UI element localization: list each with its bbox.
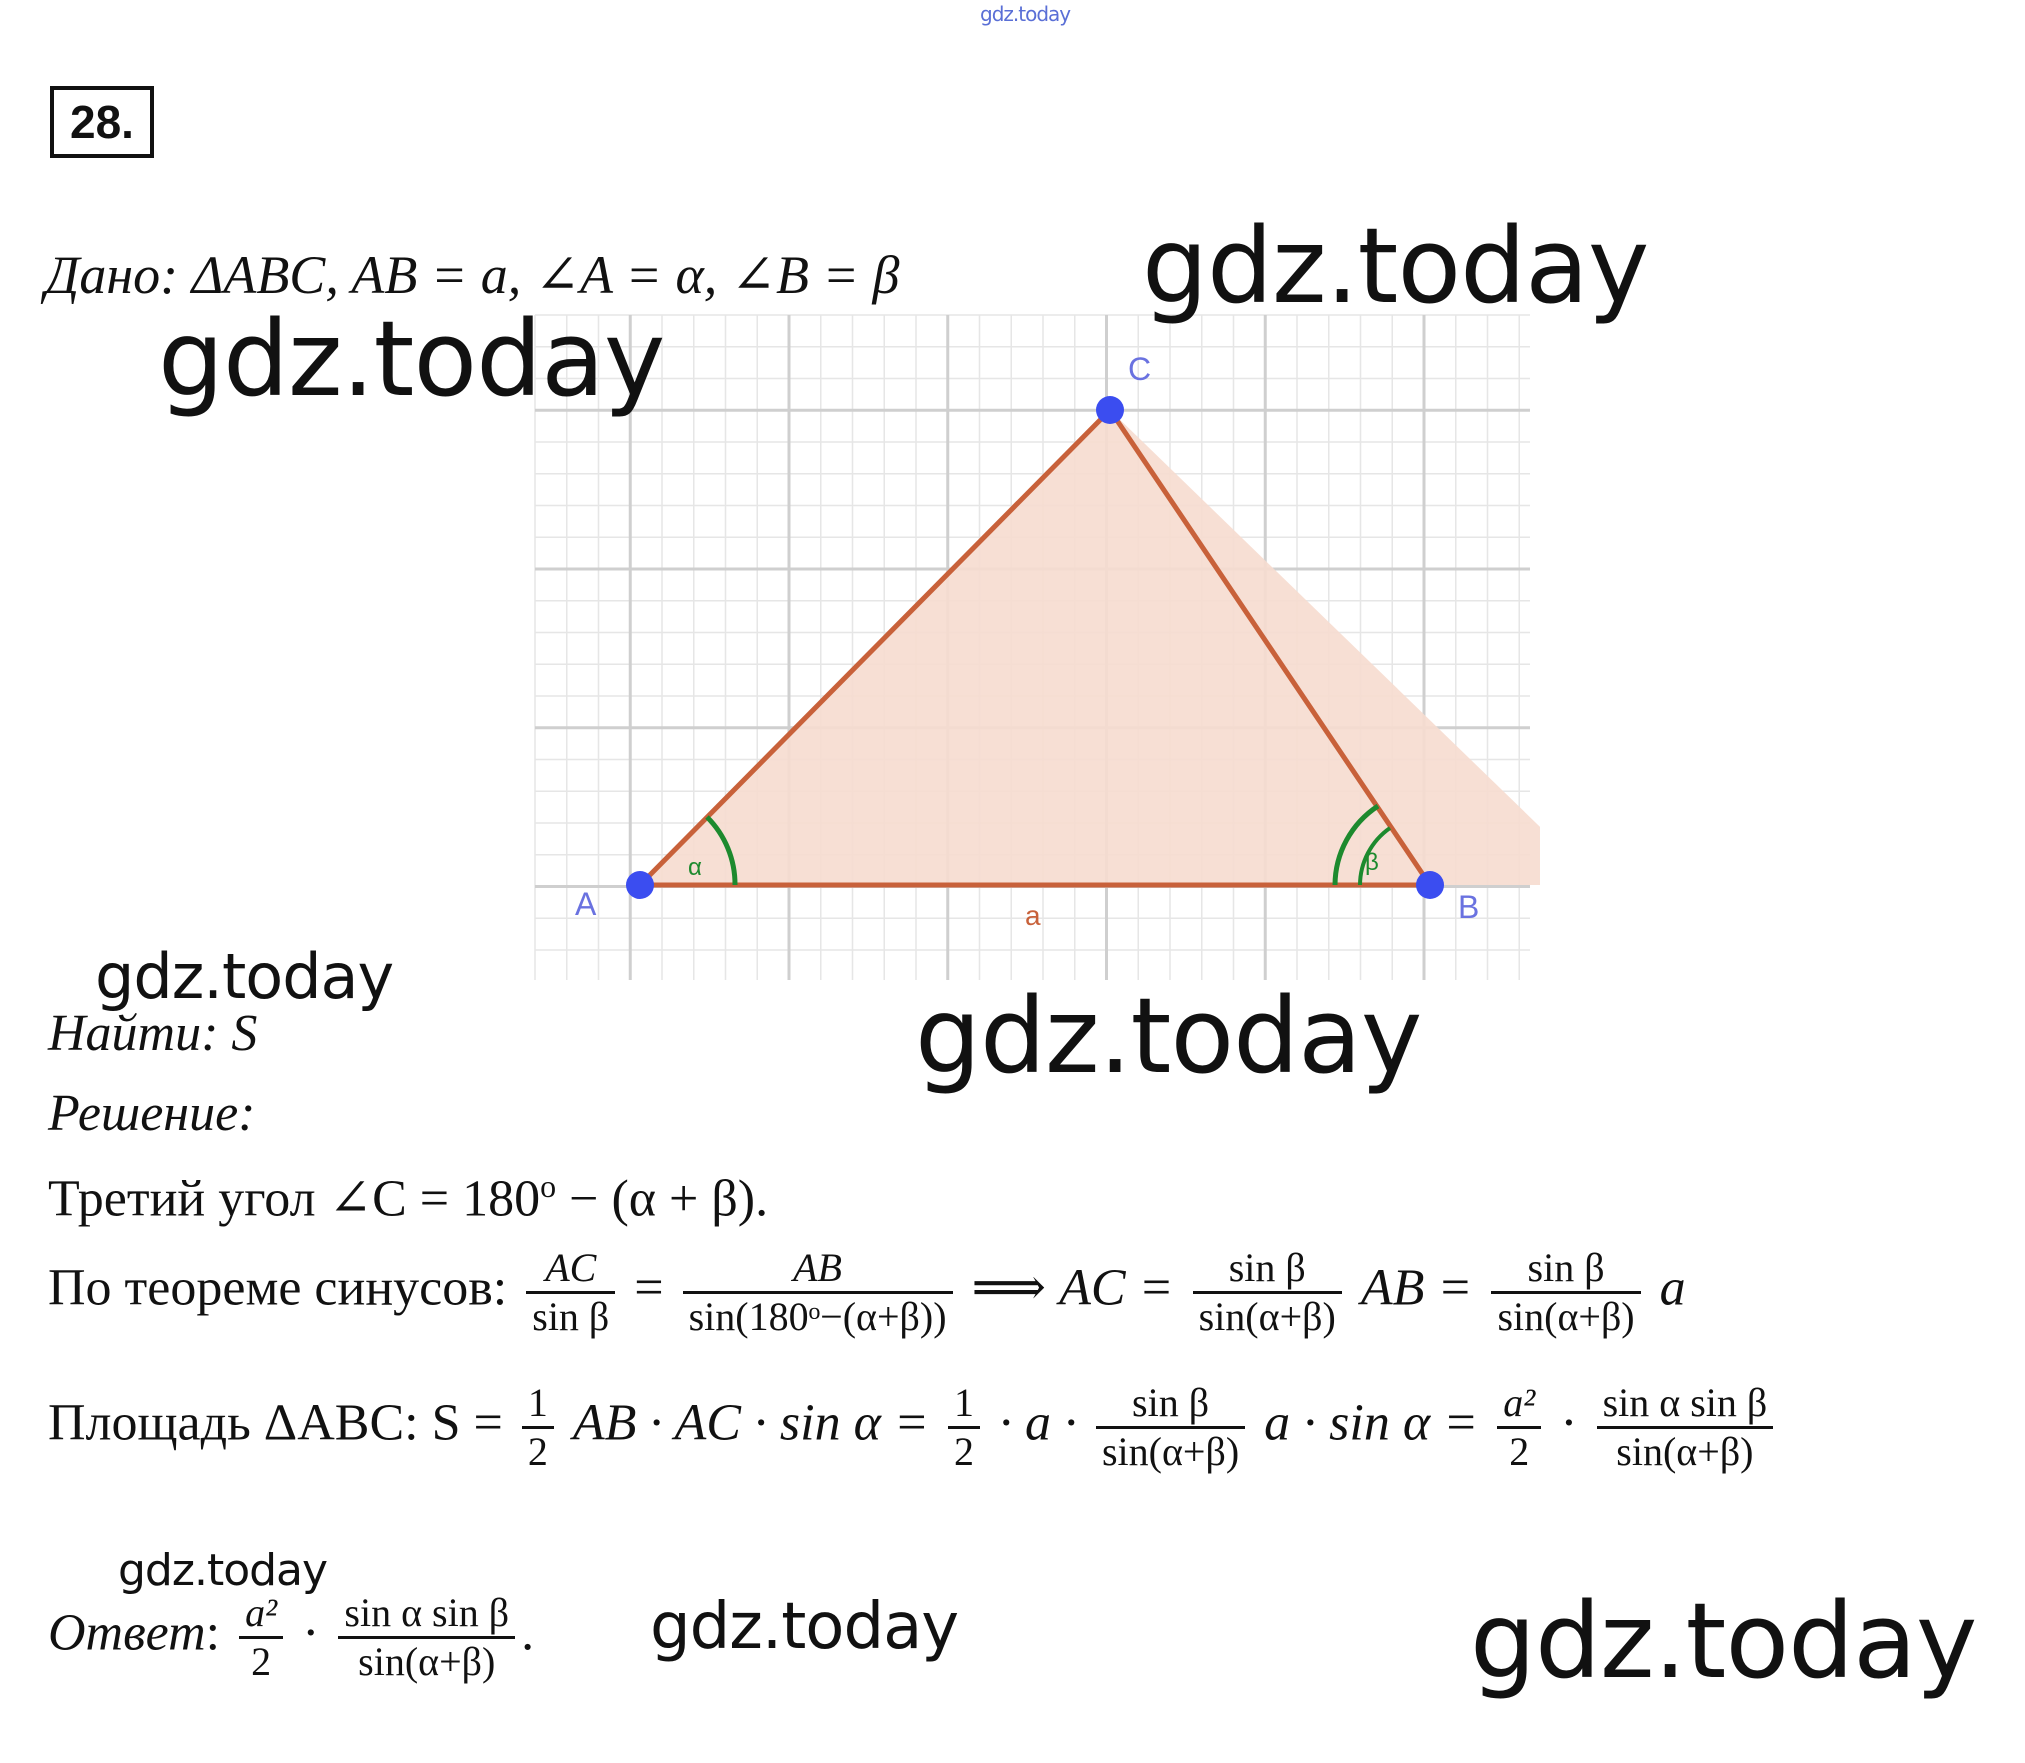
given-label: Дано: [45, 245, 161, 305]
triangle-fill: [640, 410, 1540, 885]
multiply-dot: ·: [1560, 1394, 1578, 1452]
multiply-dot: ·: [302, 1604, 320, 1662]
answer-label: Ответ: [48, 1604, 206, 1662]
top-watermark: gdz.today: [980, 2, 1071, 26]
find-text: : S: [201, 1005, 258, 1062]
answer-tail: .: [521, 1604, 535, 1662]
watermark-4: gdz.today: [915, 975, 1422, 1097]
line3-mid2: · a ·: [998, 1394, 1077, 1452]
find-line: [48, 1005, 258, 1062]
watermark-6: gdz.today: [650, 1590, 959, 1664]
line3-mid3: a · sin α =: [1264, 1394, 1479, 1452]
area-line: [48, 1380, 1779, 1475]
fraction: $\frac{AC}{\text{sin β}}$: [526, 1245, 615, 1340]
fraction: $\frac{1}{2}$: [522, 1380, 554, 1475]
side-ab-label: a: [1025, 900, 1041, 931]
vertex-c-label: C: [1128, 351, 1152, 387]
problem-number: 28.: [50, 86, 154, 158]
line1-tail: − (α + β).: [556, 1170, 769, 1228]
angle-a-label: α: [688, 854, 702, 881]
line2-tail: a: [1659, 1259, 1686, 1317]
line3-mid1: AB · AC · sin α =: [572, 1394, 929, 1452]
third-angle-line: [48, 1168, 769, 1228]
vertex-b-point: [1416, 871, 1444, 899]
given-line: [45, 245, 900, 305]
fraction: $\frac{\text{a²}}{2}$: [239, 1590, 283, 1685]
line1-text: Третий угол ∠C = 180: [48, 1170, 541, 1228]
given-text: : ΔABC, AB = a, ∠A = α, ∠B = β: [160, 245, 900, 305]
line1-sup: o: [540, 1168, 557, 1204]
fraction: $\frac{AB}{\text{sin(180ᵒ−(α+β))}}$: [683, 1245, 953, 1340]
fraction: $\frac{\text{sin α sin β}}{\sin(\alpha+\beta)}$: [1597, 1380, 1774, 1475]
fraction: $\frac{\text{a²}}{2}$: [1497, 1380, 1541, 1475]
fraction: $\frac{\text{sin α sin β}}{\sin(\alpha+\beta)}$: [338, 1590, 515, 1685]
find-label: Найти: [48, 1005, 202, 1062]
equals-sign: =: [634, 1259, 664, 1317]
sine-theorem-line: [48, 1245, 1686, 1340]
watermark-1: gdz.today: [1142, 205, 1649, 327]
line3-prefix: Площадь ΔABC: S =: [48, 1394, 503, 1452]
watermark-5: gdz.today: [118, 1545, 328, 1596]
fraction: $\frac{1}{2}$: [948, 1380, 980, 1475]
angle-b-label: β: [1365, 849, 1379, 876]
line2-mid: AB =: [1360, 1259, 1473, 1317]
vertex-c-point: [1096, 396, 1124, 424]
vertex-b-label: B: [1458, 889, 1480, 925]
line2-implies: ⟹ AC =: [971, 1259, 1174, 1317]
watermark-2: gdz.today: [158, 298, 665, 420]
solution-label: Решение:: [48, 1085, 256, 1142]
fraction: $\frac{\text{sin β}}{\sin(\alpha+\beta)}$: [1491, 1245, 1640, 1340]
vertex-a-point: [626, 871, 654, 899]
watermark-3: gdz.today: [95, 940, 394, 1013]
fraction: $\frac{\text{sin β}}{\sin(\alpha+\beta)}$: [1193, 1245, 1342, 1340]
vertex-a-label: A: [575, 886, 597, 922]
line2-prefix: По теореме синусов:: [48, 1259, 508, 1317]
answer-colon: :: [205, 1604, 221, 1662]
watermark-7: gdz.today: [1470, 1580, 1977, 1702]
triangle-figure: [520, 310, 1540, 990]
fraction: $\frac{\text{sin β}}{\sin(\alpha+\beta)}$: [1096, 1380, 1245, 1475]
answer-line: [48, 1590, 534, 1685]
